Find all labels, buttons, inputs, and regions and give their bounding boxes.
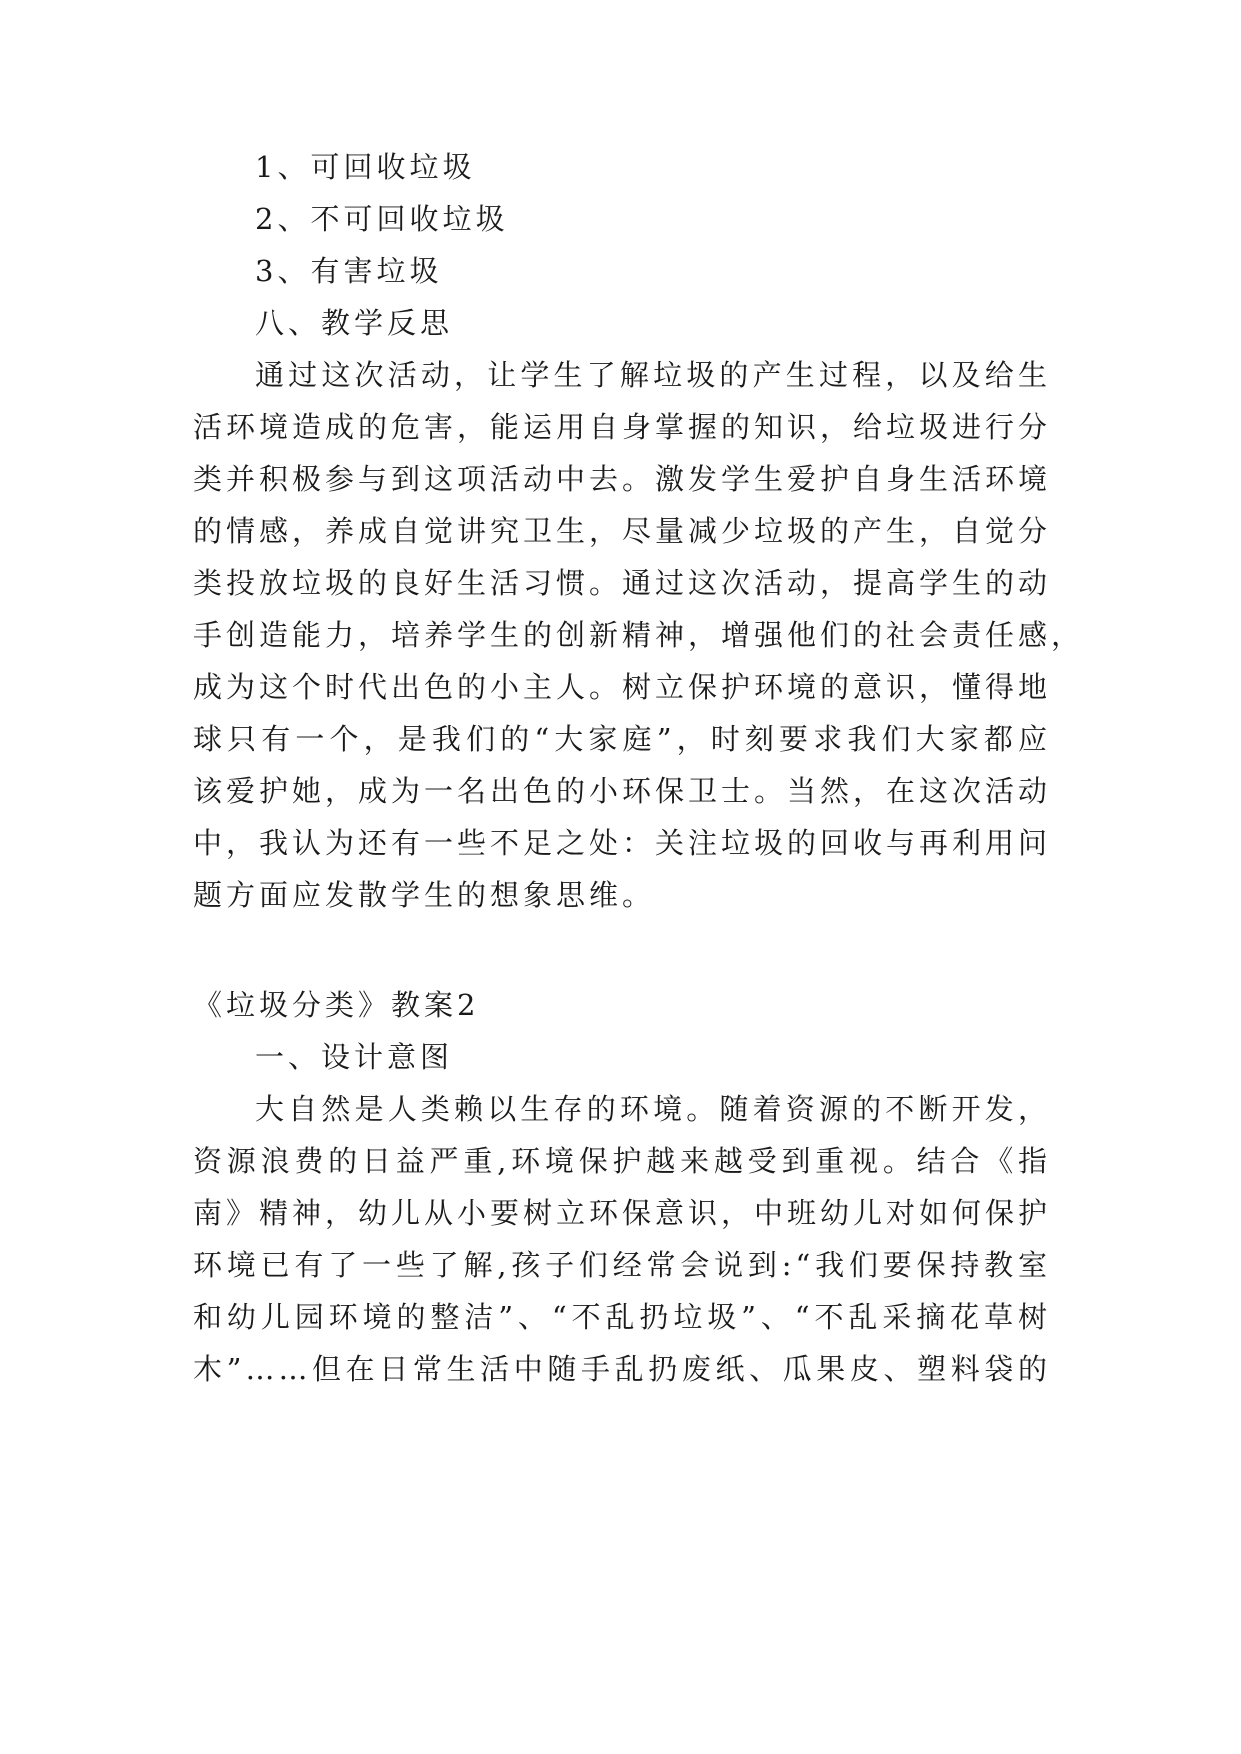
design-line: 木”……但在日常生活中随手乱扔废纸、瓜果皮、塑料袋的: [193, 1352, 1051, 1386]
reflection-line: 球只有一个，是我们的“大家庭”，时刻要求我们大家都应: [193, 722, 1051, 756]
reflection-line: 手创造能力，培养学生的创新精神，增强他们的社会责任感，: [193, 618, 1085, 652]
reflection-line: 通过这次活动，让学生了解垃圾的产生过程，以及给生: [255, 358, 1051, 392]
reflection-line: 该爱护她，成为一名出色的小环保卫士。当然，在这次活动: [193, 774, 1052, 808]
design-line: 南》精神，幼儿从小要树立环保意识，中班幼儿对如何保护: [193, 1196, 1052, 1230]
reflection-line: 类并积极参与到这项活动中去。激发学生爱护自身生活环境: [193, 462, 1052, 496]
design-line: 资源浪费的日益严重,环境保护越来越受到重视。结合《指: [193, 1144, 1051, 1178]
design-line: 环境已有了一些了解,孩子们经常会说到:“我们要保持教室: [193, 1248, 1051, 1282]
reflection-line: 中，我认为还有一些不足之处：关注垃圾的回收与再利用问: [193, 826, 1052, 860]
section-heading-design: 一、设计意图: [255, 1040, 454, 1074]
design-line: 大自然是人类赖以生存的环境。随着资源的不断开发，: [255, 1092, 1051, 1126]
reflection-line: 类投放垃圾的良好生活习惯。通过这次活动，提高学生的动: [193, 566, 1052, 600]
list-item-hazardous: 3、有害垃圾: [255, 254, 443, 288]
design-line: 和幼儿园环境的整洁”、“不乱扔垃圾”、“不乱采摘花草树: [193, 1300, 1051, 1334]
lesson-title: 《垃圾分类》教案2: [193, 988, 480, 1022]
section-heading-reflection: 八、教学反思: [255, 306, 454, 340]
reflection-line: 题方面应发散学生的想象思维。: [193, 878, 656, 912]
list-item-nonrecyclable: 2、不可回收垃圾: [255, 202, 509, 236]
reflection-line: 活环境造成的危害，能运用自身掌握的知识，给垃圾进行分: [193, 410, 1052, 444]
reflection-line: 成为这个时代出色的小主人。树立保护环境的意识，懂得地: [193, 670, 1052, 704]
list-item-recyclable: 1、可回收垃圾: [255, 150, 476, 184]
reflection-line: 的情感，养成自觉讲究卫生，尽量减少垃圾的产生，自觉分: [193, 514, 1052, 548]
